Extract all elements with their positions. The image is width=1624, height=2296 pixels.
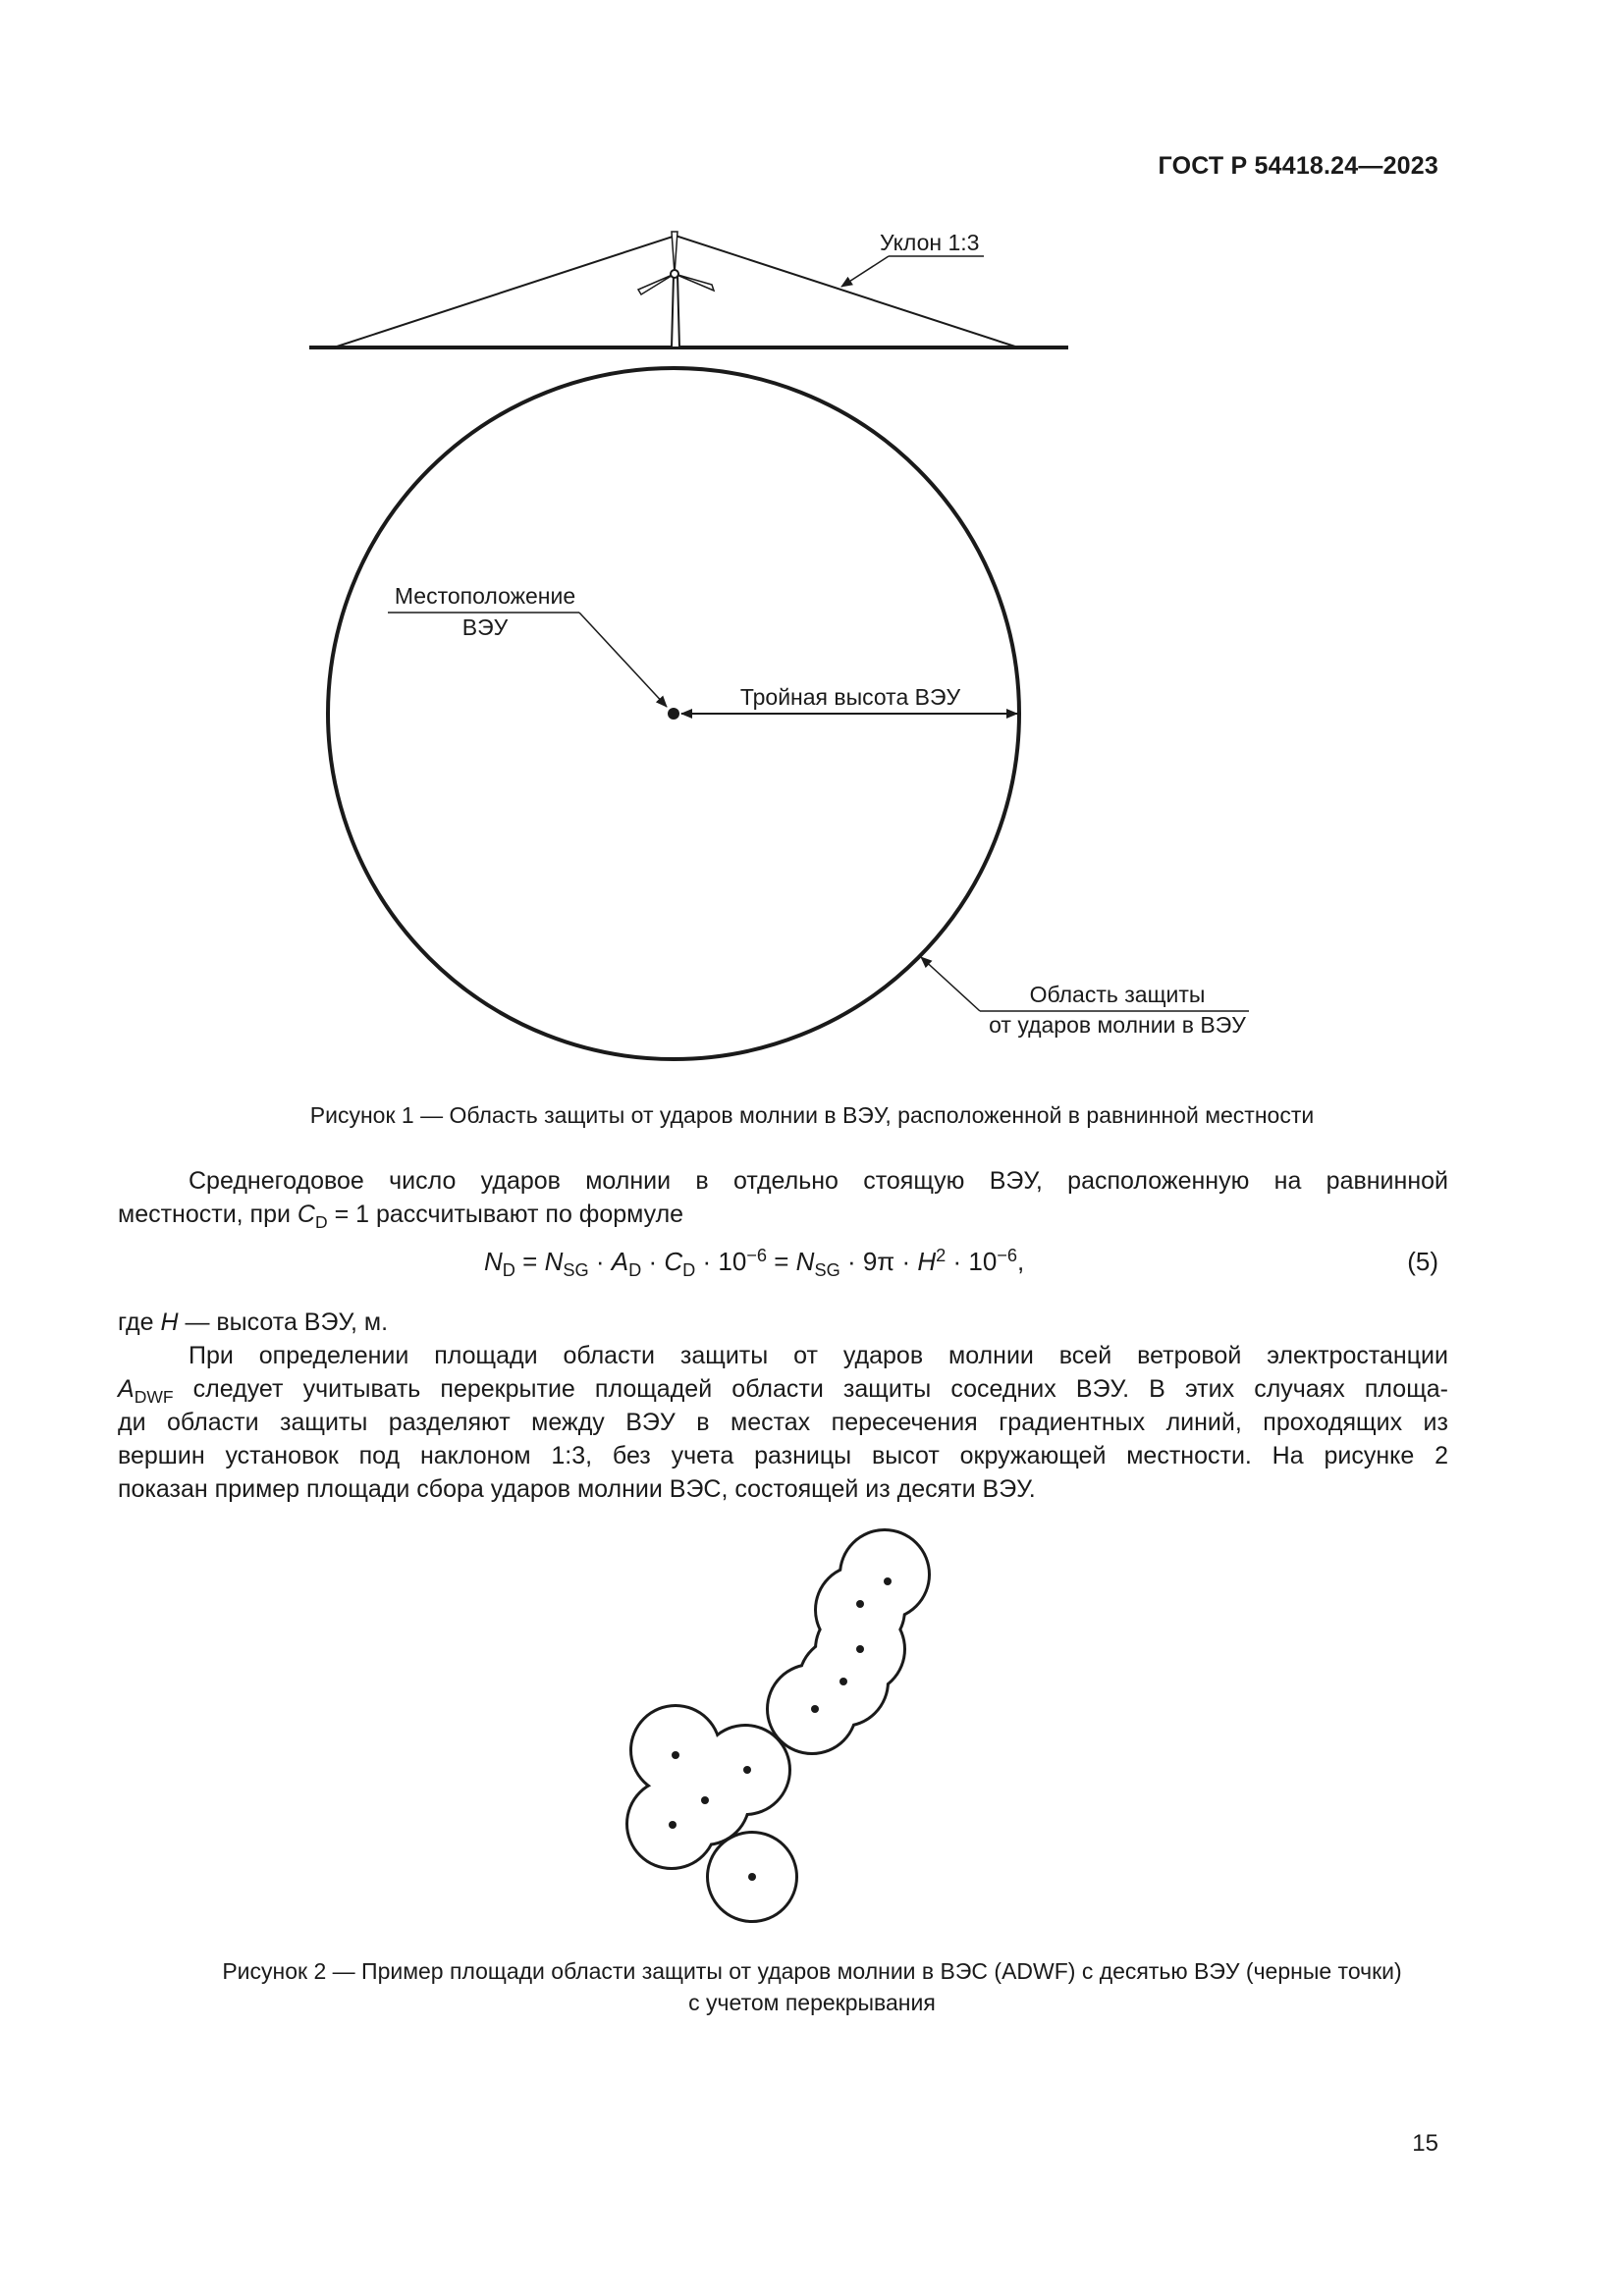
figure-1-caption: Рисунок 1 — Область защиты от ударов молнии в ВЭУ, расположенной в равнинной местности [309,1102,1315,1128]
turbine-dot [748,1873,756,1881]
turbine-dot [839,1678,847,1685]
paragraph-2-line-4: вершин установок под наклоном 1:3, без учета разницы высот окружающей местности. На рисунке 2 [118,1442,1448,1469]
paragraph-2-line-2: $A_{DWF}$ следует учитывать перекрытие площадей области защиты соседних ВЭУ. В этих случаях площа- [118,1375,1448,1407]
slope-label: Уклон 1:3 [880,230,980,255]
turbine-dot [884,1577,892,1585]
formula-number: (5) [1407,1247,1438,1276]
paragraph-2-line-3: ди области защиты разделяют между ВЭУ в местах пересечения градиентных линий, проходящих из [118,1409,1448,1436]
turbine-dot [811,1705,819,1713]
turbine-dot [856,1600,864,1608]
turbine-dot [856,1645,864,1653]
location-label-line1: Местоположение [394,583,576,609]
where-line: где H — высота ВЭУ, м. [118,1308,389,1336]
location-label-line2: ВЭУ [461,614,509,640]
area-label-line2: от ударов молнии в ВЭУ [989,1012,1246,1038]
paragraph-2-line-5: показан пример площади сбора ударов молнии ВЭС, состоящей из десяти ВЭУ. [118,1475,1036,1503]
document-id: ГОСТ Р 54418.24—2023 [1158,152,1438,180]
figure-2-caption-line2: с учетом перекрывания [688,1990,936,2015]
formula-expression: $N_D = N_{SG} \cdot A_D \cdot C_D \cdot 10^{-6} = N_{SG} \cdot 9\pi \cdot H^2 \cdot 10^{-6}$, [484,1246,1025,1280]
figure-2-caption-line1: Рисунок 2 — Пример площади области защиты от ударов молнии в ВЭС (ADWF) с десятью ВЭУ (черные точки) [222,1958,1402,1984]
paragraph-2-line-1: При определении площади области защиты от ударов молнии всей ветровой электростанции [189,1342,1448,1369]
page-number: 15 [1412,2130,1438,2157]
turbine-dot [701,1796,709,1804]
paragraph-1-line-2: местности, при $C_D = 1$ рассчитывают по формуле [118,1201,684,1232]
paragraph-1-line-1: Среднегодовое число ударов молнии в отдельно стоящую ВЭУ, расположенную на равнинной [189,1167,1448,1195]
area-label-line1: Область защиты [1029,982,1206,1007]
turbine-dot [669,1821,677,1829]
radius-label: Тройная высота ВЭУ [739,684,961,710]
turbine-dot [672,1751,679,1759]
turbine-dot [743,1766,751,1774]
